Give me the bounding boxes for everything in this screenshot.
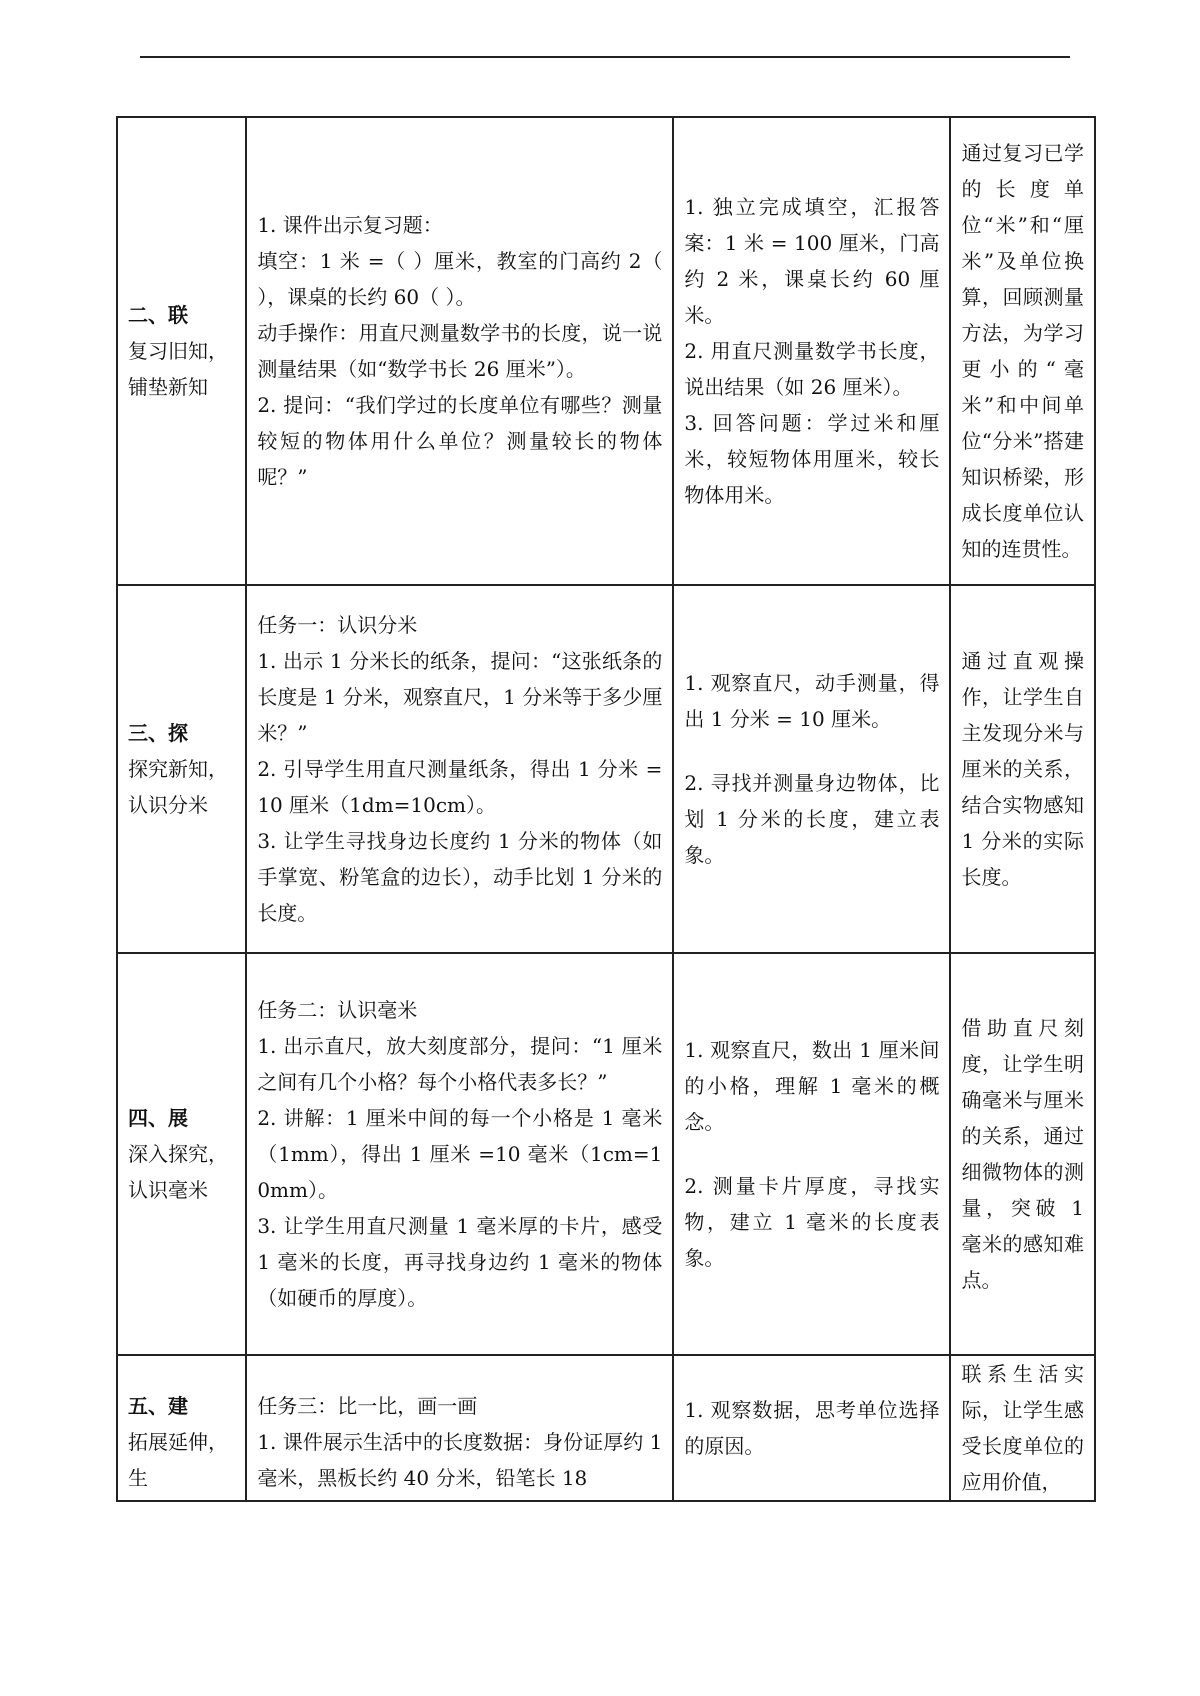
student-line: 3. 回答问题：学过米和厘米，较短物体用厘米，较长物体用米。 (684, 411, 940, 507)
design-intent-text: 通过复习已学的长度单位“米”和“厘米”及单位换算，回顾测量方法，为学习更小的“毫米”和中间单位“分米”搭建知识桥梁，形成长度单位认知的连贯性。 (961, 141, 1084, 561)
stage-cell (117, 953, 246, 1355)
teacher-line: 1. 课件展示生活中的长度数据：身份证厚约 1 毫米，黑板长约 40 分米，铅笔长 18 (257, 1430, 663, 1490)
student-line: 1. 观察直尺，数出 1 厘米间的小格，理解 1 毫米的概念。 (684, 1038, 940, 1134)
stage-subtitle: 复习旧知，铺垫新知 (128, 339, 228, 399)
table-row (117, 117, 1095, 585)
stage-cell (117, 1355, 246, 1501)
teacher-activity-cell (246, 1355, 673, 1501)
student-line: 2. 寻找并测量身边物体，比划 1 分米的长度，建立表象。 (684, 771, 940, 867)
teacher-line: 1. 出示直尺，放大刻度部分，提问：“1 厘米之间有几个小格？每个小格代表多长？” (257, 1034, 663, 1094)
stage-title: 五、建 (128, 1394, 188, 1418)
teacher-line: 2. 讲解：1 厘米中间的每一个小格是 1 毫米（1mm），得出 1 厘米 =10 毫米（1cm=10mm）。 (257, 1106, 663, 1202)
teacher-line: 任务三：比一比，画一画 (257, 1394, 478, 1418)
table-row (117, 953, 1095, 1355)
stage-subtitle: 深入探究，认识毫米 (128, 1142, 228, 1202)
stage-title: 二、联 (128, 303, 188, 327)
line-gap (684, 737, 939, 765)
teacher-line: 1. 课件出示复习题： (257, 213, 443, 237)
student-activity-cell (673, 953, 950, 1355)
stage-title: 四、展 (128, 1106, 188, 1130)
stage-cell (117, 117, 246, 585)
student-activity-cell (673, 1355, 950, 1501)
teacher-line: 2. 引导学生用直尺测量纸条，得出 1 分米 =10 厘米（1dm=10cm）。 (257, 757, 663, 817)
teacher-activity-cell (246, 117, 673, 585)
table-row (117, 585, 1095, 953)
teacher-activity-cell (246, 953, 673, 1355)
teacher-line: 3. 让学生寻找身边长度约 1 分米的物体（如手掌宽、粉笔盒的边长），动手比划 1 分米的长度。 (257, 829, 663, 925)
design-intent-cell (950, 953, 1095, 1355)
teacher-line: 动手操作：用直尺测量数学书的长度，说一说测量结果（如“数学书长 26 厘米”）。 (257, 321, 663, 381)
design-intent-text: 通过直观操作，让学生自主发现分米与厘米的关系，结合实物感知 1 分米的实际长度。 (961, 649, 1084, 889)
student-line: 1. 观察直尺，动手测量，得出 1 分米 = 10 厘米。 (684, 671, 940, 731)
teacher-line: 任务一：认识分米 (257, 613, 418, 637)
stage-subtitle: 拓展延伸，生 (128, 1430, 228, 1490)
design-intent-cell (950, 585, 1095, 953)
design-intent-cell (950, 1355, 1095, 1501)
header-rule (140, 56, 1070, 58)
teacher-line: 2. 提问：“我们学过的长度单位有哪些？测量较短的物体用什么单位？测量较长的物体呢？” (257, 393, 663, 489)
line-gap (684, 1140, 939, 1168)
design-intent-text: 借助直尺刻度，让学生明确毫米与厘米的关系，通过细微物体的测量，突破 1 毫米的感知难点。 (961, 1016, 1084, 1292)
teacher-line: 填空：1 米 =（ ）厘米，教室的门高约 2（ ），课桌的长约 60（ ）。 (257, 249, 663, 309)
teacher-line: 3. 让学生用直尺测量 1 毫米厚的卡片，感受 1 毫米的长度，再寻找身边约 1 毫米的物体（如硬币的厚度）。 (257, 1214, 663, 1310)
student-line: 1. 独立完成填空，汇报答案：1 米 = 100 厘米，门高约 2 米，课桌长约 60 厘米。 (684, 195, 940, 327)
design-intent-cell (950, 117, 1095, 585)
teacher-line: 任务二：认识毫米 (257, 998, 418, 1022)
student-activity-cell (673, 585, 950, 953)
student-line: 1. 观察数据，思考单位选择的原因。 (684, 1398, 940, 1458)
stage-cell (117, 585, 246, 953)
teacher-line: 1. 出示 1 分米长的纸条，提问：“这张纸条的长度是 1 分米，观察直尺，1 分米等于多少厘米？” (257, 649, 663, 745)
teacher-activity-cell (246, 585, 673, 953)
student-line: 2. 测量卡片厚度，寻找实物，建立 1 毫米的长度表象。 (684, 1174, 940, 1270)
table-row (117, 1355, 1095, 1501)
student-activity-cell (673, 117, 950, 585)
stage-subtitle: 探究新知，认识分米 (128, 757, 228, 817)
stage-title: 三、探 (128, 721, 188, 745)
lesson-plan-table (116, 116, 1096, 1502)
design-intent-text: 联系生活实际，让学生感受长度单位的应用价值， (961, 1362, 1084, 1494)
student-line: 2. 用直尺测量数学书长度，说出结果（如 26 厘米）。 (684, 339, 940, 399)
